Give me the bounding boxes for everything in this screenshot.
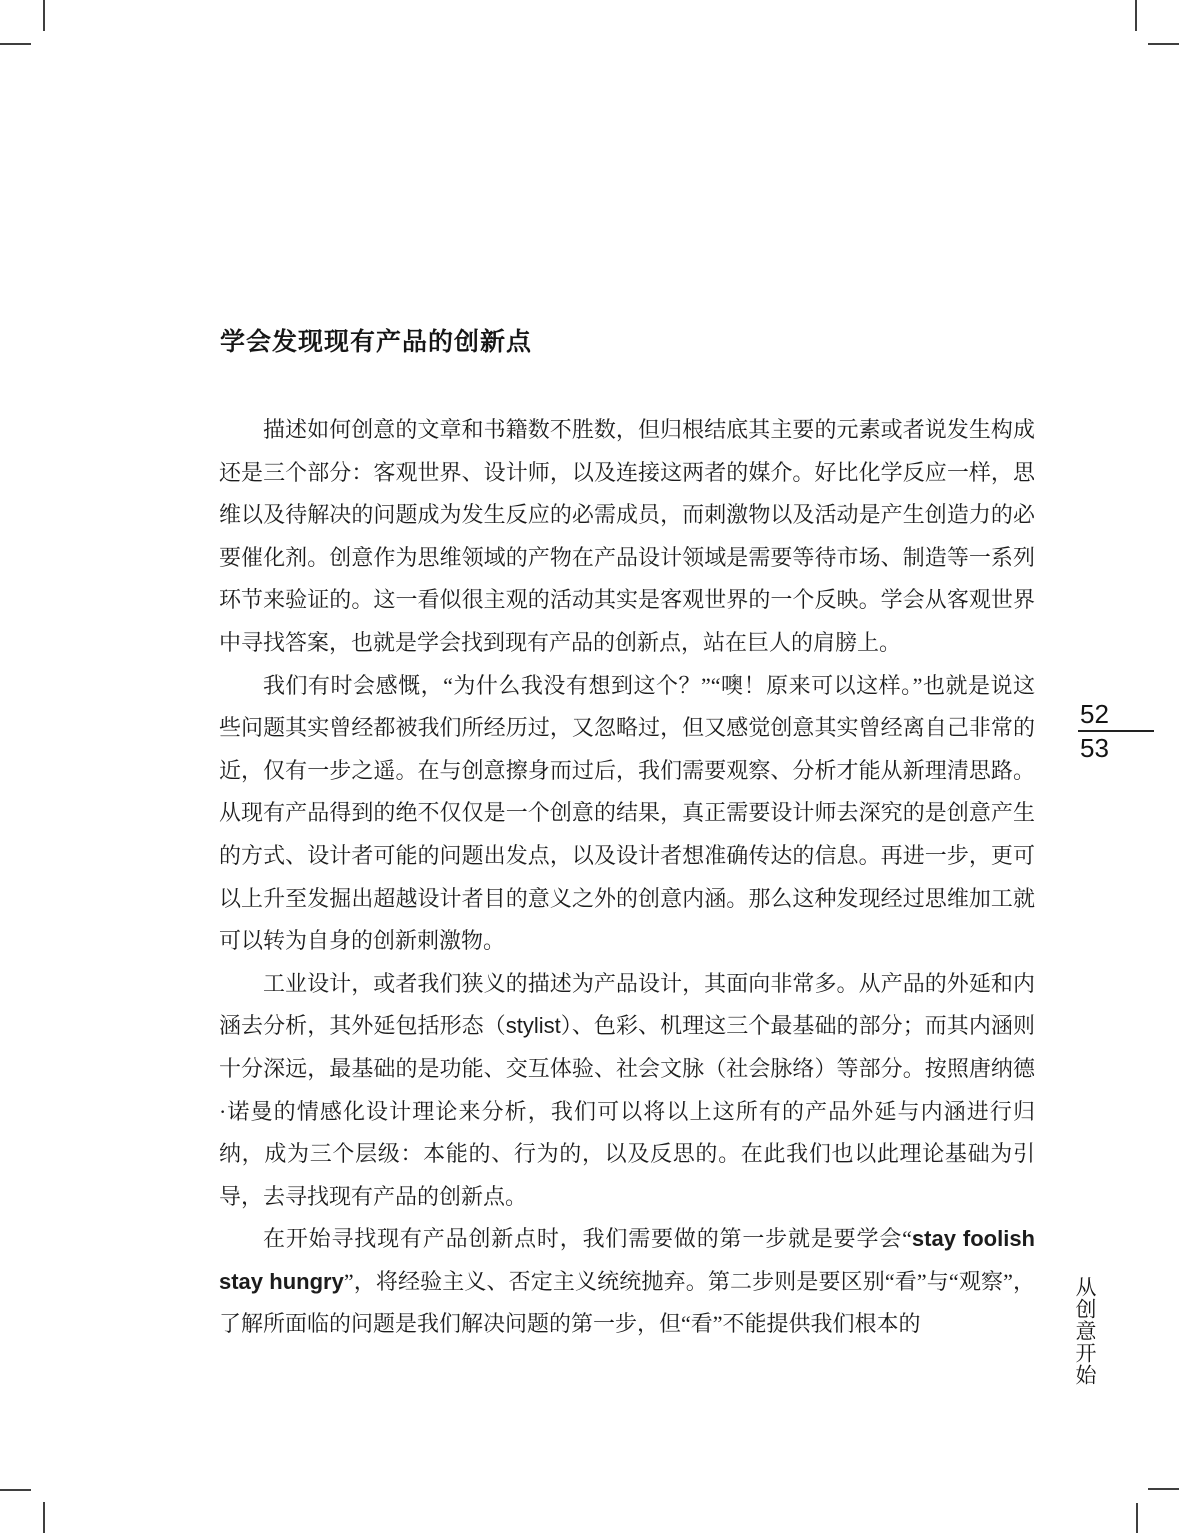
crop-mark-bottom-right-horizontal (1148, 1488, 1179, 1490)
crop-mark-top-left-horizontal (0, 43, 31, 45)
paragraph-3-text-tail: ）、色彩、机理这三个最基础的部分；而其内涵则十分深远，最基础的是功能、交互体验、社会文脉（社会脉络）等部分。按照唐纳德·诺曼的情感化设计理论来分析，我们可以将以上这所有的产品外延与内涵进行归纳，成为三个层级：本能的、行为的，以及反思的。在此我们也以此理论基础为引导，去寻找现有产品的创新点。 (219, 1013, 1035, 1209)
paragraph-3-text-lead: 工业设计，或者我们狭义的描述为产品设计，其面向非常多。从产品的外延和内涵去分析，其外延包括形态（ (219, 970, 1035, 1039)
page-title: 学会发现现有产品的创新点 (220, 328, 533, 356)
article-body (219, 409, 1035, 1346)
paragraph-4-latin-quote: stay foolish stay hungry (219, 1226, 1035, 1294)
folio-divider (1078, 730, 1154, 732)
paragraph-1-text: 描述如何创意的文章和书籍数不胜数，但归根结底其主要的元素或者说发生构成还是三个部分：客观世界、设计师，以及连接这两者的媒介。好比化学反应一样，思维以及待解决的问题成为发生反应的必需成员，而刺激物以及活动是产生创造力的必要催化剂。创意作为思维领域的产物在产品设计领域是需要等待市场、制造等一系列环节来验证的。这一看似很主观的活动其实是客观世界的一个反映。学会从客观世界中寻找答案，也就是学会找到现有产品的创新点，站在巨人的肩膀上。 (219, 417, 1035, 655)
crop-mark-top-right-horizontal (1148, 43, 1179, 45)
paragraph-2-text: 我们有时会感慨，“为什么我没有想到这个？”“噢！原来可以这样。”也就是说这些问题其实曾经都被我们所经历过，又忽略过，但又感觉创意其实曾经离自己非常的近，仅有一步之遥。在与创意擦身而过后，我们需要观察、分析才能从新理清思路。从现有产品得到的绝不仅仅是一个创意的结果，真正需要设计师去深究的是创意产生的方式、设计者可能的问题出发点，以及设计者想准确传达的信息。再进一步，更可以上升至发掘出超越设计者目的意义之外的创意内涵。那么这种发现经过思维加工就可以转为自身的创新刺激物。 (219, 672, 1035, 954)
paragraph-4-text-lead: 在开始寻找现有产品创新点时，我们需要做的第一步就是要学会“ (263, 1226, 912, 1252)
crop-mark-bottom-left-vertical (43, 1502, 45, 1533)
crop-mark-bottom-left-horizontal (0, 1489, 31, 1491)
page-number-bottom: 53 (1080, 733, 1109, 763)
crop-mark-top-left-vertical (43, 0, 45, 31)
paragraph-3-latin-term: stylist (505, 1013, 561, 1039)
paragraph-4 (219, 1218, 1035, 1346)
paragraph-4-text-tail: ”，将经验主义、否定主义统统抛弃。第二步则是要区别“看”与“观察”，了解所面临的问题是我们解决问题的第一步，但“看”不能提供我们根本的 (219, 1268, 1035, 1337)
paragraph-1 (219, 409, 1035, 665)
chapter-side-label: 从创意开始 (1073, 1276, 1096, 1386)
folio (1078, 699, 1154, 763)
crop-mark-top-right-vertical (1135, 0, 1137, 31)
page-number-top: 52 (1080, 699, 1109, 729)
crop-mark-bottom-right-vertical (1136, 1503, 1138, 1533)
paragraph-2 (219, 665, 1035, 963)
paragraph-3 (219, 963, 1035, 1219)
